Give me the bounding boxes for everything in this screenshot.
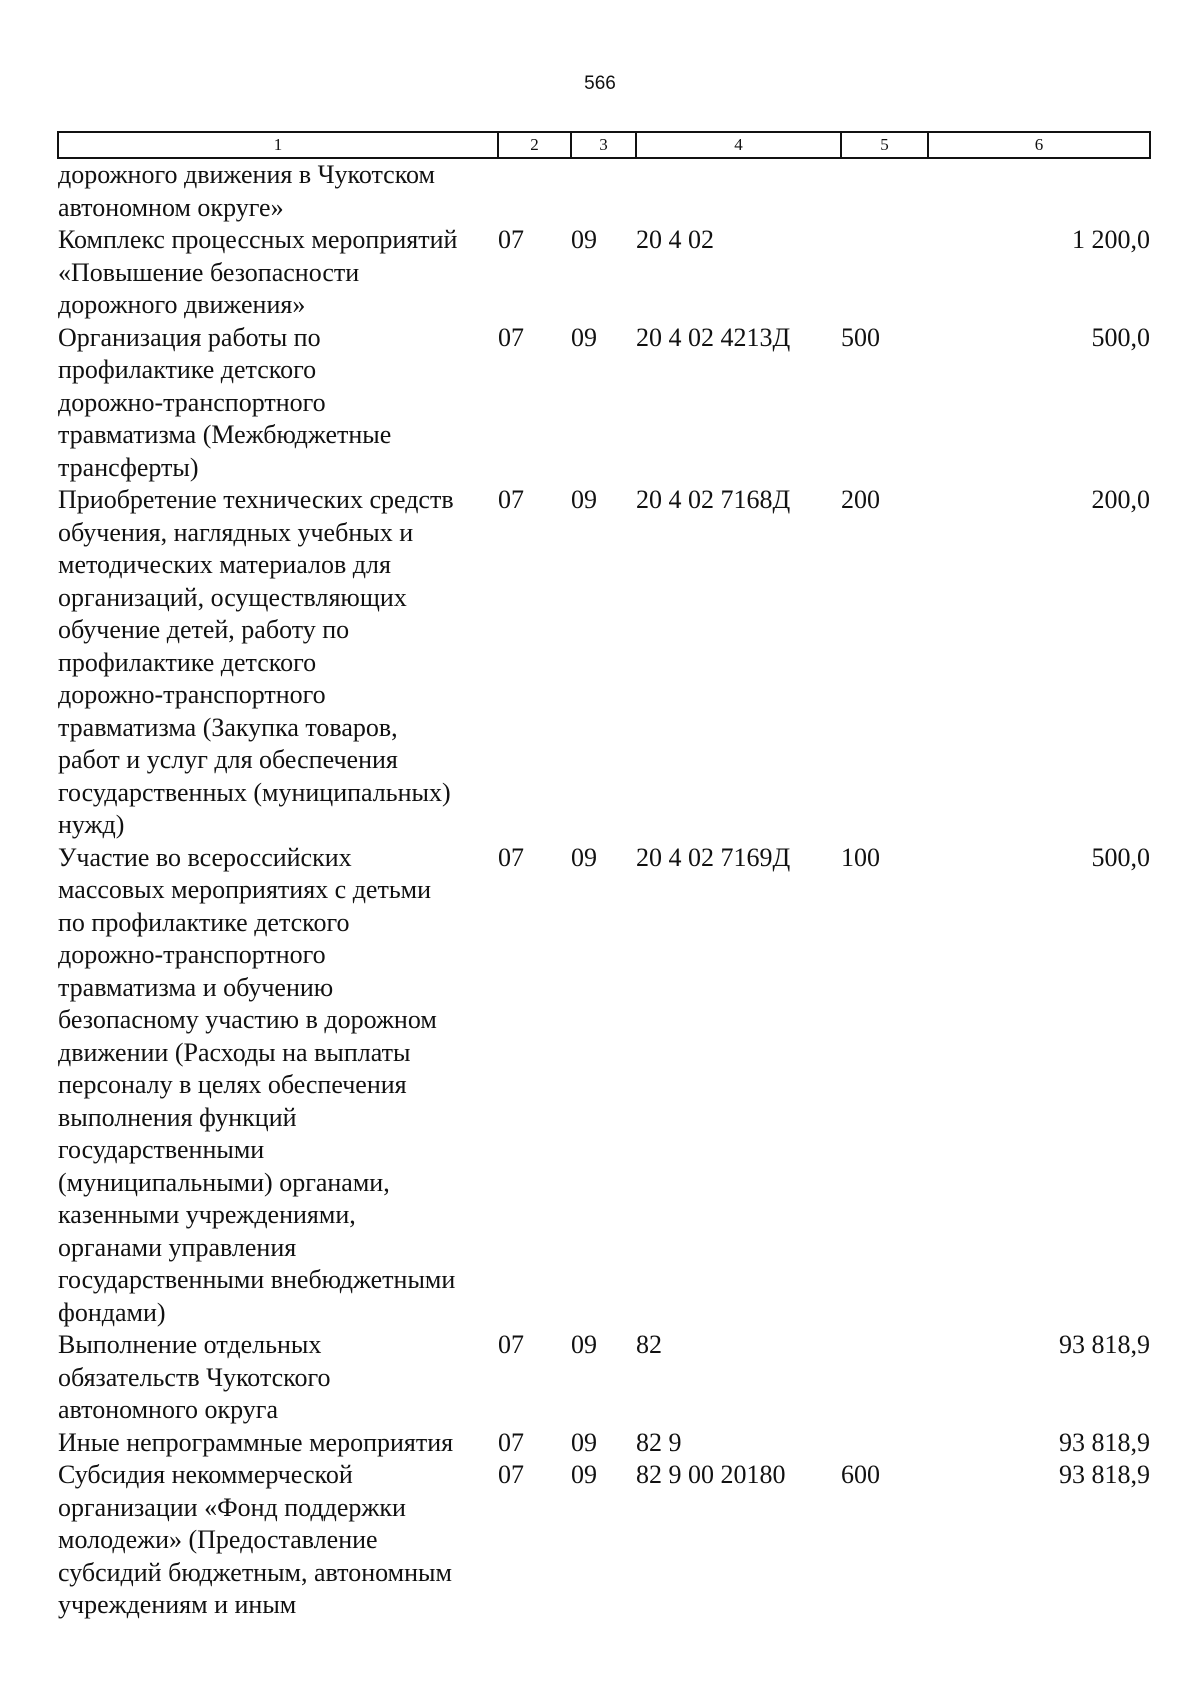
row-subsection: 09 bbox=[571, 225, 597, 254]
row-target-code: 20 4 02 7168Д bbox=[636, 485, 791, 514]
row-name-line: государственными bbox=[58, 1135, 265, 1164]
row-amount: 500,0 bbox=[1091, 322, 1150, 352]
row-name-line: организации «Фонд поддержки bbox=[58, 1492, 406, 1522]
row-subsection: 09 bbox=[571, 1427, 597, 1457]
row-name-line: дорожно-транспортного bbox=[58, 387, 326, 417]
row-name-line: Участие во всероссийских bbox=[58, 842, 352, 872]
header-row bbox=[58, 132, 1150, 158]
row-name-line: травматизма (Закупка товаров, bbox=[58, 712, 398, 742]
row-expense-type: 600 bbox=[841, 1460, 880, 1489]
row-name-line: обязательств Чукотского bbox=[58, 1362, 331, 1392]
row-expense-type bbox=[841, 1427, 928, 1460]
header-col-5: 5 bbox=[841, 132, 928, 158]
row-name-line: трансферты) bbox=[58, 452, 199, 482]
row-name-line: автономного округа bbox=[58, 1395, 278, 1424]
row-section: 07 bbox=[498, 842, 524, 872]
row-name-line: профилактике детского bbox=[58, 355, 317, 384]
row-name-line: учреждениям и иным bbox=[58, 1590, 297, 1619]
row-name-line: Субсидия некоммерческой bbox=[58, 1460, 353, 1489]
row-target-code: 82 9 bbox=[636, 1427, 682, 1457]
table-header bbox=[58, 132, 1150, 158]
row-name-line: Организация работы по bbox=[58, 322, 321, 352]
table-row bbox=[58, 1329, 1150, 1427]
row-name-line: субсидий бюджетным, автономным bbox=[58, 1557, 452, 1587]
row-name-line: Иные непрограммные мероприятия bbox=[58, 1427, 454, 1457]
row-amount: 93 818,9 bbox=[1059, 1330, 1150, 1359]
row-name-line: по профилактике детского bbox=[58, 907, 350, 937]
row-name-line: травматизма и обучению bbox=[58, 972, 334, 1002]
table-row bbox=[58, 842, 1150, 1330]
row-expense-type bbox=[841, 1329, 928, 1427]
row-name bbox=[58, 322, 498, 485]
row-expense-type: 200 bbox=[841, 485, 880, 514]
row-amount: 500,0 bbox=[1091, 842, 1150, 872]
table-body bbox=[58, 158, 1150, 1622]
row-subsection: 09 bbox=[571, 322, 597, 352]
row-section bbox=[498, 158, 571, 224]
row-section: 07 bbox=[498, 322, 524, 352]
row-subsection: 09 bbox=[571, 485, 597, 514]
header-col-4: 4 bbox=[636, 132, 841, 158]
row-name-line: травматизма (Межбюджетные bbox=[58, 420, 392, 449]
table-row bbox=[58, 158, 1150, 224]
row-amount: 93 818,9 bbox=[1059, 1427, 1150, 1457]
row-name-line: безопасному участию в дорожном bbox=[58, 1005, 437, 1034]
row-name bbox=[58, 158, 498, 224]
row-section: 07 bbox=[498, 485, 524, 514]
row-name bbox=[58, 1329, 498, 1427]
row-target-code: 20 4 02 4213Д bbox=[636, 322, 791, 352]
row-name-line: казенными учреждениями, bbox=[58, 1200, 356, 1229]
table-row bbox=[58, 484, 1150, 842]
row-name-line: организаций, осуществляющих bbox=[58, 582, 407, 612]
row-name-line: государственными внебюджетными bbox=[58, 1265, 456, 1294]
row-name-line: фондами) bbox=[58, 1297, 166, 1327]
row-name bbox=[58, 484, 498, 842]
header-col-1: 1 bbox=[58, 132, 498, 158]
row-amount bbox=[928, 158, 1150, 224]
row-name-line: нужд) bbox=[58, 810, 125, 839]
row-name-line: государственных (муниципальных) bbox=[58, 777, 451, 807]
row-name bbox=[58, 1459, 498, 1622]
row-amount: 200,0 bbox=[1091, 485, 1150, 514]
row-subsection bbox=[571, 158, 636, 224]
row-name-line: дорожно-транспортного bbox=[58, 680, 326, 709]
row-target-code: 82 9 00 20180 bbox=[636, 1460, 786, 1489]
row-amount: 93 818,9 bbox=[1059, 1460, 1150, 1489]
header-col-2: 2 bbox=[498, 132, 571, 158]
row-section: 07 bbox=[498, 1427, 524, 1457]
row-expense-type bbox=[841, 224, 928, 322]
row-name-line: персоналу в целях обеспечения bbox=[58, 1070, 407, 1099]
row-target-code: 20 4 02 7169Д bbox=[636, 842, 791, 872]
row-section: 07 bbox=[498, 225, 524, 254]
table-row bbox=[58, 322, 1150, 485]
table-row bbox=[58, 224, 1150, 322]
row-name-line: дорожно-транспортного bbox=[58, 940, 326, 969]
row-name-line: дорожного движения в Чукотском bbox=[58, 160, 435, 189]
row-name-line: органами управления bbox=[58, 1232, 297, 1262]
header-col-6: 6 bbox=[928, 132, 1150, 158]
row-name-line: (муниципальными) органами, bbox=[58, 1167, 390, 1197]
row-name-line: массовых мероприятиях с детьми bbox=[58, 875, 432, 904]
row-name-line: обучения, наглядных учебных и bbox=[58, 517, 414, 547]
row-expense-type bbox=[841, 158, 928, 224]
page-number: 566 bbox=[584, 73, 616, 94]
row-subsection: 09 bbox=[571, 1330, 597, 1359]
row-name bbox=[58, 842, 498, 1330]
row-amount: 1 200,0 bbox=[1072, 225, 1150, 254]
row-name-line: обучение детей, работу по bbox=[58, 615, 350, 644]
row-target-code: 20 4 02 bbox=[636, 225, 714, 254]
row-expense-type: 100 bbox=[841, 842, 880, 872]
row-subsection: 09 bbox=[571, 1460, 597, 1489]
row-name-line: молодежи» (Предоставление bbox=[58, 1525, 378, 1554]
table-row bbox=[58, 1427, 1150, 1460]
row-section: 07 bbox=[498, 1460, 524, 1489]
row-name-line: работ и услуг для обеспечения bbox=[58, 745, 398, 774]
row-name-line: Приобретение технических средств bbox=[58, 485, 454, 514]
budget-table bbox=[57, 131, 1151, 1622]
row-name-line: «Повышение безопасности bbox=[58, 257, 360, 287]
row-name-line: методических материалов для bbox=[58, 550, 391, 579]
row-name bbox=[58, 224, 498, 322]
row-name-line: профилактике детского bbox=[58, 647, 317, 677]
row-name bbox=[58, 1427, 498, 1460]
row-expense-type: 500 bbox=[841, 322, 880, 352]
row-target-code: 82 bbox=[636, 1330, 662, 1359]
row-name-line: автономном округе» bbox=[58, 192, 284, 222]
row-subsection: 09 bbox=[571, 842, 597, 872]
row-name-line: выполнения функций bbox=[58, 1102, 297, 1132]
row-name-line: Выполнение отдельных bbox=[58, 1330, 322, 1359]
header-col-3: 3 bbox=[571, 132, 636, 158]
row-name-line: Комплекс процессных мероприятий bbox=[58, 225, 458, 254]
row-name-line: дорожного движения» bbox=[58, 290, 306, 319]
row-name-line: движении (Расходы на выплаты bbox=[58, 1037, 411, 1067]
row-target-code bbox=[636, 158, 841, 224]
table-row bbox=[58, 1459, 1150, 1622]
row-section: 07 bbox=[498, 1330, 524, 1359]
